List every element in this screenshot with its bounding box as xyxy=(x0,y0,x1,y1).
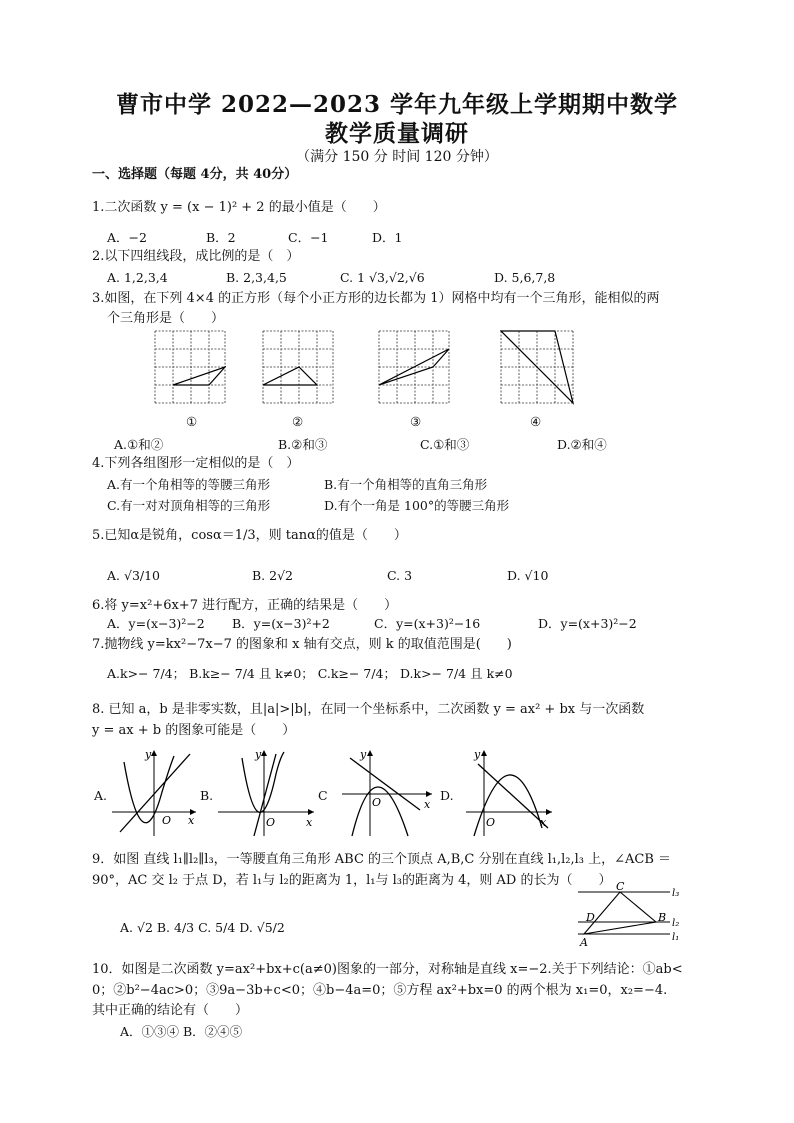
q8c-x-label: x xyxy=(424,798,431,811)
q3-stem-line2: 个三角形是（ ） xyxy=(107,311,225,326)
subtitle: （满分 150 分 时间 120 分钟） xyxy=(296,149,498,165)
q3-figure-label-4: ④ xyxy=(530,414,542,429)
q9-label-c: C xyxy=(616,880,625,893)
q3-figure-label-1: ① xyxy=(186,414,198,429)
q6-option-a: A．y=(x−3)²−2 xyxy=(107,616,205,631)
q1-option-d: D．1 xyxy=(372,230,403,245)
q5-option-b: B. 2√2 xyxy=(252,568,294,583)
q8-graph-a xyxy=(112,748,200,838)
q5-option-a: A. √3/10 xyxy=(107,568,161,583)
q8b-origin: O xyxy=(266,816,276,829)
q4-stem: 4.下列各组图形一定相似的是（ ） xyxy=(92,456,300,471)
q3-figure-label-2: ② xyxy=(292,414,304,429)
q5-option-c: C. 3 xyxy=(387,568,413,583)
q7-stem: 7.抛物线 y=kx²−7x−7 的图象和 x 轴有交点，则 k 的取值范围是( ) xyxy=(92,637,512,652)
q2-stem: 2.以下四组线段，成比例的是（ ） xyxy=(92,249,300,264)
q2-option-b: B. 2,3,4,5 xyxy=(226,270,287,285)
q9-label-l3: l₃ xyxy=(672,888,680,899)
q8-graph-d xyxy=(460,748,556,838)
q6-option-d: D．y=(x+3)²−2 xyxy=(538,616,637,631)
q9-label-l2: l₂ xyxy=(672,918,680,929)
q10-options: A．①③④ B．②④⑤ xyxy=(120,1024,243,1039)
q9-figure xyxy=(574,878,694,950)
q5-stem: 5.已知α是锐角，cosα＝1/3，则 tanα的值是（ ） xyxy=(92,528,407,543)
q3-figure-2 xyxy=(262,330,334,406)
q6-stem: 6.将 y=x²+6x+7 进行配方，正确的结果是（ ） xyxy=(92,598,398,613)
q9-label-l1: l₁ xyxy=(672,932,680,943)
q2-option-a: A. 1,2,3,4 xyxy=(107,270,168,285)
q8a-x-label: x xyxy=(188,814,195,827)
q3-option-d: D.②和④ xyxy=(557,437,607,452)
q1-option-b: B．2 xyxy=(206,230,236,245)
q8-graph-c xyxy=(340,748,436,838)
q9-stem-line2: 90°，AC 交 l₂ 于点 D，若 l₁与 l₂的距离为 1，l₁与 l₃的距离为 4，则 AD 的长为（ ） xyxy=(92,873,612,888)
title-line-2: 教学质量调研 xyxy=(325,120,469,147)
q3-option-a: A.①和② xyxy=(114,437,164,452)
q9-label-b: B xyxy=(658,911,667,924)
q3-figure-4 xyxy=(500,330,576,406)
q10-stem-line3: 其中正确的结论有（ ） xyxy=(92,1003,249,1018)
q8b-x-label: x xyxy=(306,816,313,829)
q4-option-b: B.有一个角相等的直角三角形 xyxy=(324,477,488,492)
q8c-origin: O xyxy=(372,796,382,809)
q6-option-c: C．y=(x+3)²−16 xyxy=(374,616,481,631)
q8-letter-d: D. xyxy=(440,788,454,803)
q3-figure-1 xyxy=(154,330,226,406)
q8d-y-label: y xyxy=(474,748,481,761)
q8d-x-label: x xyxy=(540,816,547,829)
q8b-y-label: y xyxy=(255,748,262,761)
q10-stem-line2: 0；②b²−4ac>0；③9a−3b+c<0；④b−4a=0；⑤方程 ax²+bx=0 的两个根为 x₁=0，x₂=−4. xyxy=(92,983,668,998)
q8-letter-c: C xyxy=(318,788,328,803)
q8-stem-line2: y = ax + b 的图象可能是（ ） xyxy=(92,723,296,738)
q8-graph-b xyxy=(218,748,318,838)
q3-figure-3 xyxy=(378,330,450,406)
q6-option-b: B．y=(x−3)²+2 xyxy=(232,616,330,631)
q1-option-a: A．−2 xyxy=(107,230,147,245)
q10-stem-line1: 10．如图是二次函数 y=ax²+bx+c(a≠0)图象的一部分，对称轴是直线 x=−2.关于下列结论：①ab< xyxy=(92,962,683,977)
q8c-y-label: y xyxy=(360,748,367,761)
q7-options: A.k>− 7/4； B.k≥− 7/4 且 k≠0； C.k≥− 7/4； D.k>− 7/4 且 k≠0 xyxy=(107,666,513,681)
q9-label-a: A xyxy=(580,936,588,949)
q9-label-d: D xyxy=(586,911,595,924)
q8d-origin: O xyxy=(486,816,496,829)
title-line-1: 曹市中学 2022—2023 学年九年级上学期期中数学 xyxy=(115,91,679,118)
q8a-y-label: y xyxy=(145,748,152,761)
q3-option-c: C.①和③ xyxy=(420,437,470,452)
q1-option-c: C．−1 xyxy=(288,230,329,245)
q3-stem-line1: 3.如图，在下列 4×4 的正方形（每个小正方形的边长都为 1）网格中均有一个三角形，能相似的两 xyxy=(92,291,660,306)
q8-letter-b: B. xyxy=(200,788,214,803)
q1-stem: 1.二次函数 y = (x − 1)² + 2 的最小值是（ ） xyxy=(92,200,386,215)
q3-figure-label-3: ③ xyxy=(410,414,422,429)
section-heading: 一、选择题（每题 4分，共 40分） xyxy=(92,167,298,182)
q8a-origin: O xyxy=(162,814,172,827)
q4-option-d: D.有个一角是 100°的等腰三角形 xyxy=(324,498,510,513)
q9-stem-line1: 9．如图 直线 l₁∥l₂∥l₃，一等腰直角三角形 ABC 的三个顶点 A,B,C 分别在直线 l₁,l₂,l₃ 上，∠ACB ＝ xyxy=(92,852,672,867)
q4-option-a: A.有一个角相等的等腰三角形 xyxy=(107,477,271,492)
q9-options: A. √2 B. 4/3 C. 5/4 D. √5/2 xyxy=(120,920,285,935)
q4-option-c: C.有一对对顶角相等的三角形 xyxy=(107,498,271,513)
q2-option-d: D. 5,6,7,8 xyxy=(494,270,556,285)
q5-option-d: D. √10 xyxy=(507,568,549,583)
q8-stem-line1: 8. 已知 a，b 是非零实数，且|a|>|b|，在同一个坐标系中，二次函数 y = ax² + bx 与一次函数 xyxy=(92,702,645,717)
q2-option-c: C. 1 √3,√2,√6 xyxy=(340,270,425,285)
q8-letter-a: A. xyxy=(94,788,108,803)
q3-option-b: B.②和③ xyxy=(278,437,328,452)
